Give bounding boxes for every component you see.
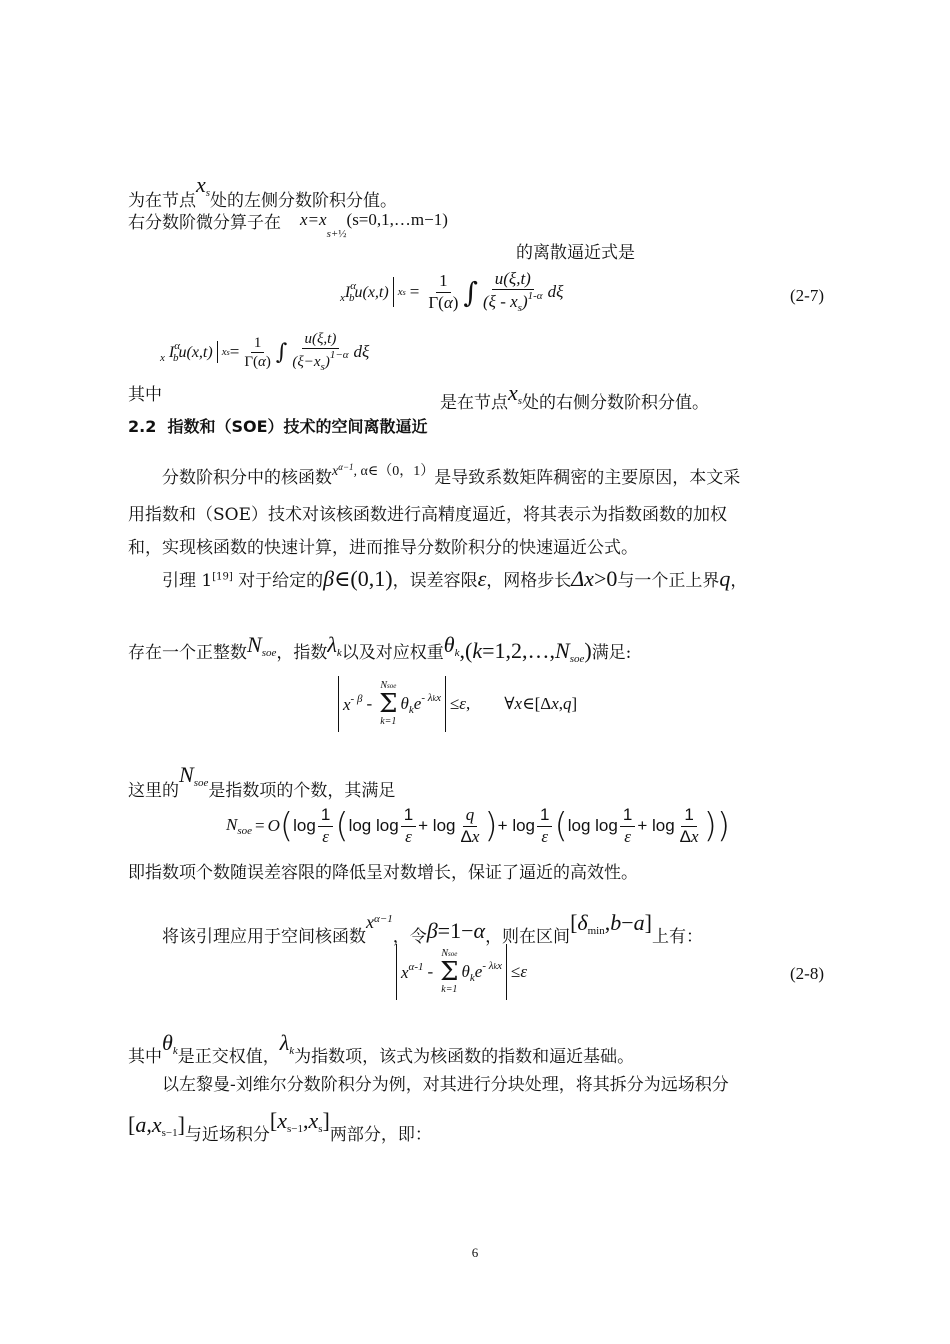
text-line-growth: 即指数项个数随误差容限的降低呈对数增长，保证了逼近的高效性。 bbox=[128, 863, 638, 883]
equation-soe-inequality: $x^{- \beta}$ - Nsoe Σ k=1 $\theta_ke^{- \lambda kx}$ ≤ε, ∀x∈[Δx,q] bbox=[334, 676, 577, 732]
paragraph-soe-intro: 分数阶积分中的核函数$^{x^{\alpha-1}, \alpha\in(0,1)}$是导致系数矩阵稠密的主要原因，本文采 bbox=[162, 462, 741, 488]
text-line-nsoe: 这里的$N_{soe}$是指数项的个数，其满足 bbox=[128, 762, 396, 801]
text-line-right-operator: 右分数阶微分算子在 bbox=[128, 213, 281, 233]
section-heading: 2.2 指数和（SOE）技术的空间离散逼近 bbox=[128, 417, 428, 436]
text-line-right-integral: 其中 bbox=[128, 385, 162, 405]
equation-2-8: $x^{\alpha-1}$ - Nsoe Σ k=1 $\theta_ke^{- \lambda kx}$ ≤ε bbox=[392, 944, 527, 1000]
text-line-left-integral: 为在节点$x_s$处的左侧分数阶积分值。 bbox=[128, 172, 398, 211]
page-number: 6 bbox=[471, 1245, 479, 1260]
equation-number-2-7: (2-7) bbox=[790, 286, 824, 305]
text-line-exist: 存在一个正整数$N_{soe}$，指数$\lambda_k$以及对应权重$\theta_k,(k=1,2,\dots,N_{soe})$满足: bbox=[128, 632, 632, 665]
equation-nsoe-bound: $N_{soe}$ = O ( log $\frac{1}{\varepsilon}$ ( log log $\frac{1}{\varepsilon}$ + log $\frac{q}{\Delta x}$ ) + log $\frac{1}{\varepsilon}$ ( log log $\frac{1}{\varepsilon}$ + log $\frac{1}{\Delta x}$ ) ) bbox=[226, 805, 731, 846]
math-xs: $x_s$ bbox=[196, 172, 211, 199]
math-node-condition: $x=x_{s+\frac{1}{2}}(s=0,1,\dots m-1)$ bbox=[300, 210, 448, 240]
citation-ref: [19] bbox=[212, 571, 233, 583]
document-page: 为在节点$x_s$处的左侧分数阶积分值。 右分数阶微分算子在 $x=x_{s+\frac{1}{2}}(s=0,1,\dots m-1)$ 的离散逼近式是 $_xI^\alpha_bu(x,t)$ xs = $\frac{1}{\Gamma(\alpha)}$ ∫ $\frac{u(\xi,t)}{(\xi - x_s)^{1-\alpha}}$ dξ (2-7) $_x$ $I^\alpha_bu(x,t)$ xs = $\frac{1}{\Gamma(\alpha)}$ ∫ $\frac{u(\xi,t)}{(\xi-x_s)^{1-\alpha}}$ dξ 其中 是在节点$x_s$处的右侧分数阶积分值。 2.2 指数和（SOE）技术的空间离散逼近 分数阶积分中的核函数$^{x^{\alpha-1}, \alpha\in(0,1)}$是导致系数矩阵稠密的主要原因，本文采 用指数和（SOE）技术对该核函数进行高精度逼近，将其表示为指数函数的加权 和，实现核函数的快速计算，进而推导分数阶积分的快速逼近公式。 引理 1[19] 对于给定的β∈(0,1)，误差容限ε，网格步长Δx>0与一个正上界q， 存在一个正整数$N_{soe}$，指数$\lambda_k$以及对应权重$\theta_k,(k=1,2,\dots,N_{soe})$满足: $x^{- \beta}$ - Nsoe Σ k=1 $\theta_ke^{- \lambda kx}$ ≤ε, ∀x∈[Δx,q] 这里的$N_{soe}$是指数项的个数，其满足 $N_{soe}$ = O ( log $\frac{1}{\varepsilon}$ ( log log $\frac{1}{\varepsilon}$ + log $\frac{q}{\Delta x}$ ) + log $\frac{1}{\varepsilon}$ ( log log $\frac{1}{\varepsilon}$ + log $\frac{1}{\Delta x}$ ) ) 即指数项个数随误差容限的降低呈对数增长，保证了逼近的高效性。 将该引理应用于空间核函数$x^{\alpha-1}$，令β=1−α，则在区间$[\delta_{min},b-a]$上有： $x^{\alpha-1}$ - Nsoe Σ k=1 $\theta_ke^{- \lambda kx}$ ≤ε (2-8) 其中$\theta_k$是正交权值，$\lambda_k$为指数项，该式为核函数的指数和逼近基础。 以左黎曼-刘维尔分数阶积分为例，对其进行分块处理，将其拆分为远场积分 $[a,x_{s-1}]$与近场积分$[x_{s-1},x_s]$两部分，即： 6 bbox=[0, 0, 950, 1344]
math-xs: $x_s$ bbox=[508, 380, 523, 407]
math-right-integral-inline: $_x$ $I^\alpha_bu(x,t)$ xs = $\frac{1}{\Gamma(\alpha)}$ ∫ $\frac{u(\xi,t)}{(\xi-x_s)^{1-\alpha}}$ dξ bbox=[160, 331, 370, 373]
paragraph-split: 以左黎曼-刘维尔分数阶积分为例，对其进行分块处理，将其拆分为远场积分 bbox=[162, 1075, 729, 1095]
text-line-theta: 其中$\theta_k$是正交权值，$\lambda_k$为指数项，该式为核函数的指数和逼近基础。 bbox=[128, 1030, 635, 1067]
equation-number-2-8: (2-8) bbox=[790, 964, 824, 983]
equation-2-7: $_xI^\alpha_bu(x,t)$ xs = $\frac{1}{\Gamma(\alpha)}$ ∫ $\frac{u(\xi,t)}{(\xi - x_s)^{1-\alpha}}$ dξ bbox=[340, 268, 564, 315]
lemma-1: 引理 1[19] 对于给定的β∈(0,1)，误差容限ε，网格步长Δx>0与一个正上界q， bbox=[162, 566, 748, 591]
text-line-apply: 将该引理应用于空间核函数$x^{\alpha-1}$，令β=1−α，则在区间$[\delta_{min},b-a]$上有： bbox=[162, 910, 703, 947]
